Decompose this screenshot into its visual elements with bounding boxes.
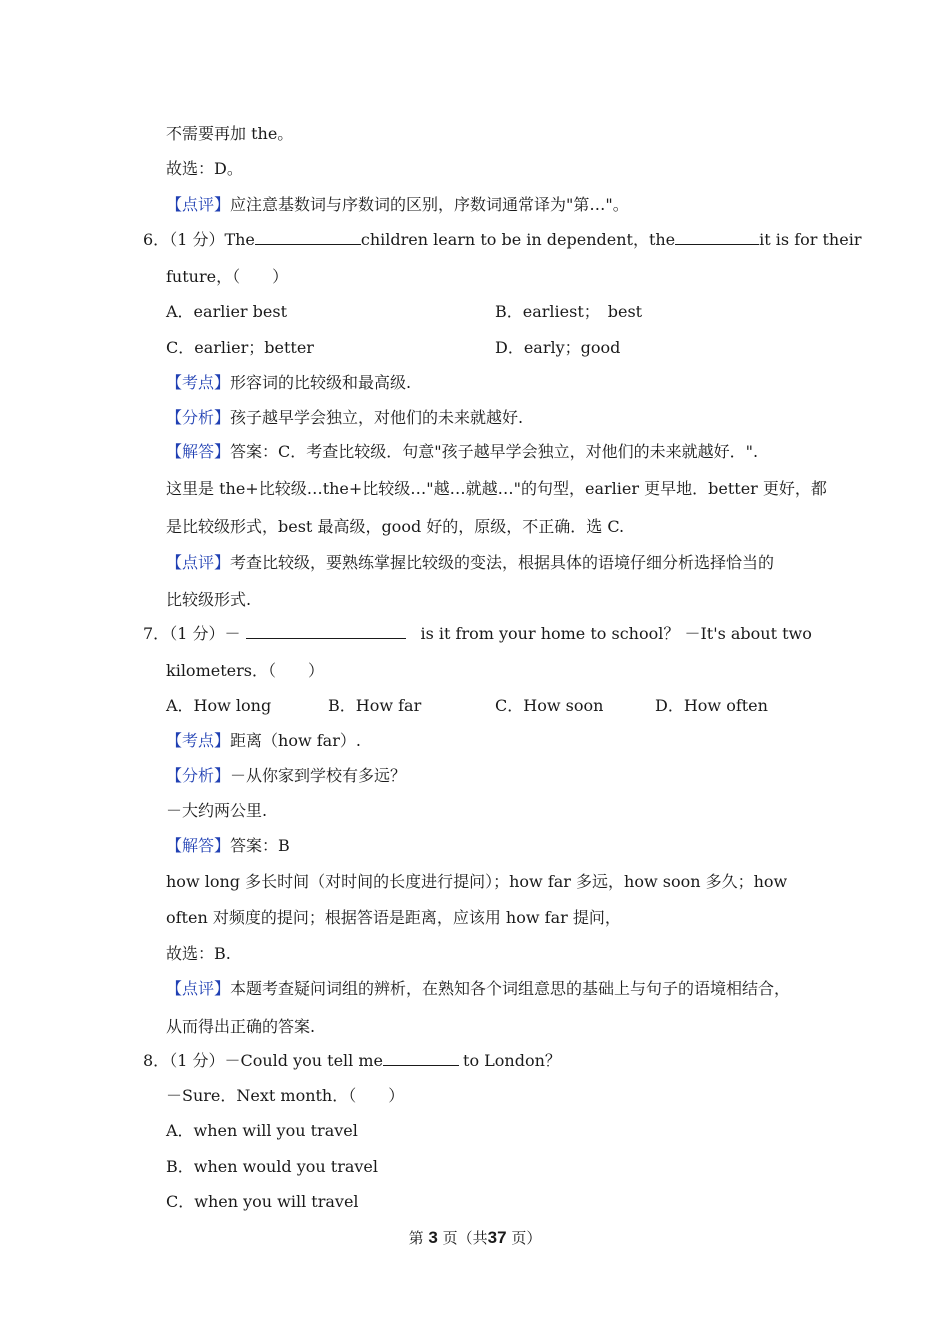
q8-number: 8． <box>143 1051 170 1070</box>
q6-stem-line1: 6．（1 分）The children learn to be in dependent，the it is for their <box>143 230 862 249</box>
q7-option-d: D．How often <box>655 696 768 715</box>
q6-fenxi: 【分析】孩子越早学会独立，对他们的未来就越好. <box>166 408 524 427</box>
q8-option-b: B．when would you travel <box>166 1157 379 1176</box>
q7-option-a: A．How long <box>166 696 272 715</box>
q6-blank-2 <box>675 230 759 245</box>
q7-jieda-line4: 故选：B. <box>166 944 231 963</box>
comment-text: 应注意基数词与序数词的区别，序数词通常译为"第…"。 <box>230 195 629 214</box>
q7-stem-line2: kilometers．（ ） <box>166 661 324 680</box>
q7-blank <box>246 624 406 639</box>
continuation-line-2: 故选：D。 <box>166 159 243 178</box>
q7-dianping-line1: 【点评】本题考查疑问词组的辨析，在熟知各个词组意思的基础上与句子的语境相结合， <box>166 979 791 998</box>
q7-jieda-line3: often 对频度的提问；根据答语是距离，应该用 how far 提问， <box>166 908 621 927</box>
comment-tag: 【点评】 <box>166 195 231 214</box>
continuation-line-1: 不需要再加 the。 <box>166 124 294 143</box>
q7-number: 7． <box>143 624 170 643</box>
q6-option-d: D．early；good <box>495 338 621 357</box>
q8-option-c: C．when you will travel <box>166 1192 359 1211</box>
q7-fenxi-line2: －大约两公里. <box>166 801 268 820</box>
q6-dianping-line1: 【点评】考查比较级，要熟练掌握比较级的变法，根据具体的语境仔细分析选择恰当的 <box>166 553 775 572</box>
q6-jieda-line1: 【解答】答案：C．考查比较级．句意"孩子越早学会独立，对他们的未来就越好．". <box>166 442 759 461</box>
q7-stem-line1: 7．（1 分）－ is it from your home to school？ －It's about two <box>143 624 812 643</box>
page-number: 3 <box>428 1228 438 1247</box>
q7-fenxi: 【分析】－从你家到学校有多远？ <box>166 766 407 785</box>
q6-number: 6． <box>143 230 170 249</box>
q6-jieda-line2: 这里是 the+比较级…the+比较级…"越…就越…"的句型，earlier 更早地．better 更好，都 <box>166 479 827 498</box>
q6-kaodian: 【考点】形容词的比较级和最高级. <box>166 373 412 392</box>
q7-jieda-line1: 【解答】答案：B <box>166 836 290 855</box>
page-footer: 第 3 页（共37 页） <box>408 1228 542 1247</box>
q6-dianping-line2: 比较级形式. <box>166 590 252 609</box>
q7-dianping-line2: 从而得出正确的答案. <box>166 1017 316 1036</box>
q7-jieda-line2: how long 多长时间（对时间的长度进行提问）；how far 多远，how soon 多久；how <box>166 872 788 891</box>
q8-stem-line1: 8．（1 分）－Could you tell me to London？ <box>143 1051 561 1070</box>
q7-kaodian: 【考点】距离（how far）. <box>166 731 361 750</box>
q8-blank <box>383 1051 459 1066</box>
q8-stem-line2: －Sure．Next month．（ ） <box>166 1086 405 1105</box>
page-total: 37 <box>487 1228 507 1247</box>
q7-option-c: C．How soon <box>495 696 604 715</box>
q6-option-a: A．earlier best <box>166 302 288 321</box>
q7-option-b: B．How far <box>328 696 422 715</box>
q8-option-a: A．when will you travel <box>166 1121 358 1140</box>
q6-stem-line2: future，（ ） <box>166 267 289 286</box>
q6-option-c: C．earlier；better <box>166 338 314 357</box>
q6-blank-1 <box>255 230 361 245</box>
q6-option-b: B．earliest； best <box>495 302 643 321</box>
q6-jieda-line3: 是比较级形式，best 最高级，good 好的，原级，不正确．选 C. <box>166 517 625 536</box>
prev-comment <box>166 195 629 215</box>
